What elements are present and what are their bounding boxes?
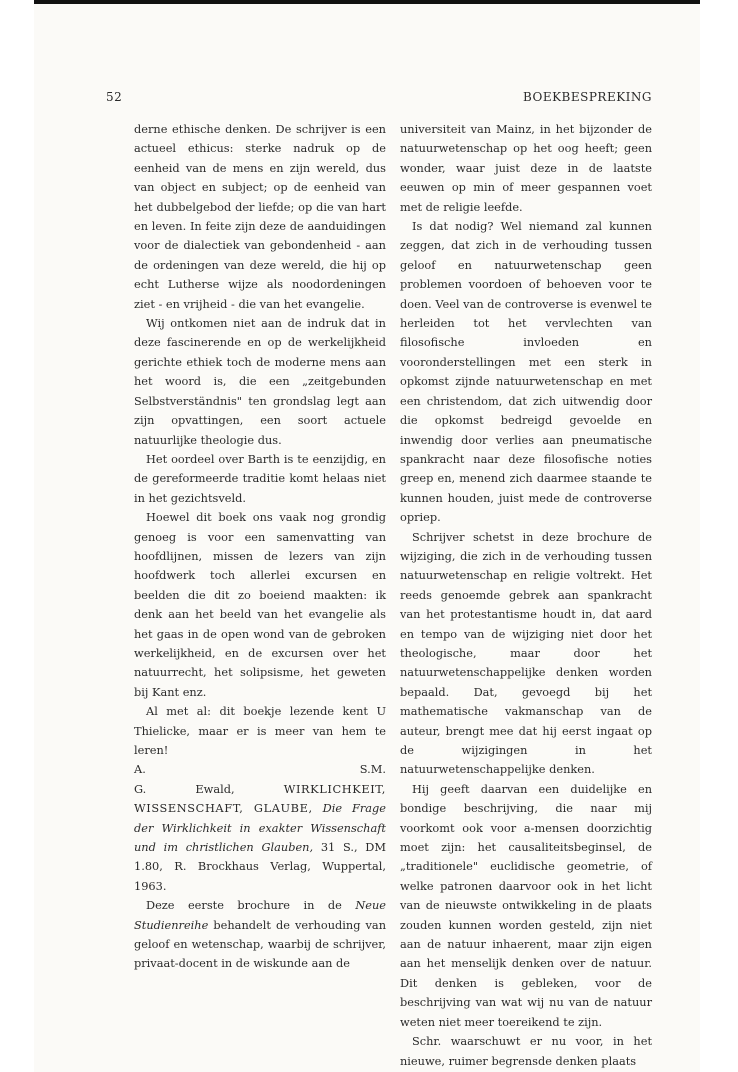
paragraph: universiteit van Mainz, in het bijzonder de natuurwetenschap op het oog heeft; geen wonder, waar juist deze in de laatste eeuwen op min of meer gespannen voet met de religie leefde. <box>400 122 652 214</box>
page-number: 52 <box>106 90 123 104</box>
paragraph: Schrijver schetst in deze brochure de wijziging, die zich in de verhouding tussen natuurwetenschap en religie voltrekt. Het reeds genoemde gebrek aan spankracht van het protestantisme houdt in, dat aard en tempo van de wijziging niet door het theologische, maar door het natuurwetenschappelijke denken worden bepaald. Dat, gevoegd bij het mathematische vakmanschap van de auteur, brengt mee dat hij eerst ingaat op de wijzigingen in het natuurwetenschappelijke denken. <box>400 529 652 777</box>
paragraph: Al met al: dit boekje lezende kent U Thielicke, maar er is meer van hem te leren! <box>134 704 386 757</box>
right-column <box>400 120 652 1071</box>
signature-line <box>134 760 386 779</box>
running-title: BOEKBESPREKING <box>522 90 652 104</box>
signature-author: S.M. <box>359 762 386 777</box>
p6-start: Deze eerste brochure in de <box>146 898 342 913</box>
book-reference <box>134 780 386 896</box>
ref-author: G. Ewald, <box>134 781 235 796</box>
paragraph: Is dat nodig? Wel niemand zal kunnen zeggen, dat zich in de verhouding tussen geloof en natuurwetenschap geen problemen voordoen of behoeven voor te doen. Veel van de controverse is evenwel te herleiden tot het vervlechten van filosofische invloeden en vooronderstellingen met een sterk in opkomst zijnde natuurwetenschap en met een christendom, dat zich uitwendig door die opkomst bedreigd gevoelde en inwendig door verlies aan pneumatische spankracht naar deze filosofische noties greep en, menend zich daarmee staande te kunnen houden, juist mede de controverse opriep. <box>400 219 652 525</box>
paragraph: Hoewel dit boek ons vaak nog grondig genoeg is voor een samenvatting van hoofdlijnen, missen de lezers van zijn hoofdwerk toch allerlei excursen en beelden die dit zo boeiend maakten: ik denk aan het beeld van het evangelie als het gaas in de open wond van de gebroken werkelijkheid, en de excursen over het natuurrecht, het solipsisme, het geweten bij Kant enz. <box>134 510 386 699</box>
paragraph: Wij ontkomen niet aan de indruk dat in deze fascinerende en op de werkelijkheid gerichte ethiek toch de moderne mens aan het woord is, die een „zeitgebunden Selbstverständnis" ten grondslag legt aan zijn opvattingen, een soort actuele natuurlijke theologie dus. <box>134 316 386 447</box>
paragraph: Schr. waarschuwt er nu voor, in het nieuwe, ruimer begrensde denken plaats <box>400 1034 652 1068</box>
p6-rest: behandelt de verhouding van geloof en wetenschap, waarbij de schrijver, privaat-docent in de wiskunde aan de <box>134 917 387 971</box>
ref-subtitle: Die Frage der Wirklichkeit in exakter Wissenschaft und im christlichen Glauben, <box>134 801 386 855</box>
ref-title: WIRKLICHKEIT, WISSENSCHAFT, GLAUBE, <box>134 781 386 816</box>
paragraph: Het oordeel over Barth is te eenzijdig, en de gereformeerde traditie komt helaas niet in het gezichtsveld. <box>134 451 386 505</box>
paragraph: Hij geeft daarvan een duidelijke en bondige beschrijving, die naar mij voorkomt ook voor a-mensen doorzichtig moet zijn: het causaliteitsbeginsel, de „traditionele" euclidische geometrie, of welke patronen daarvoor ook in het licht van de nieuwste ontwikkeling in de plaats zouden kunnen worden gesteld, zijn niet aan de natuur inhaerent, maar zijn eigen aan het menselijk denken over de natuur. Dit denken is gebleken, voor de beschrijving van wat wij nu van de natuur weten niet meer toereikend te zijn. <box>400 781 652 1029</box>
left-column <box>134 120 386 974</box>
paragraph <box>134 896 386 974</box>
paragraph: derne ethische denken. De schrijver is een actueel ethicus: sterke nadruk op de eenheid van de mens en zijn wereld, dus van object en subject; op de eenheid van het dubbelgebod der liefde; op die van hart en leven. In feite zijn deze de aanduidingen voor de dialectiek van gebondenheid - aan de ordeningen van deze wereld, die hij op echt Lutherse wijze als noodordeningen ziet - en vrijheid - die van het evangelie. <box>134 122 386 311</box>
ref-details: 31 S., DM 1.80, R. Brockhaus Verlag, Wuppertal, 1963. <box>134 840 387 893</box>
series-name: Neue Studienreihe <box>134 898 387 932</box>
signature-initial: A. <box>134 762 146 777</box>
